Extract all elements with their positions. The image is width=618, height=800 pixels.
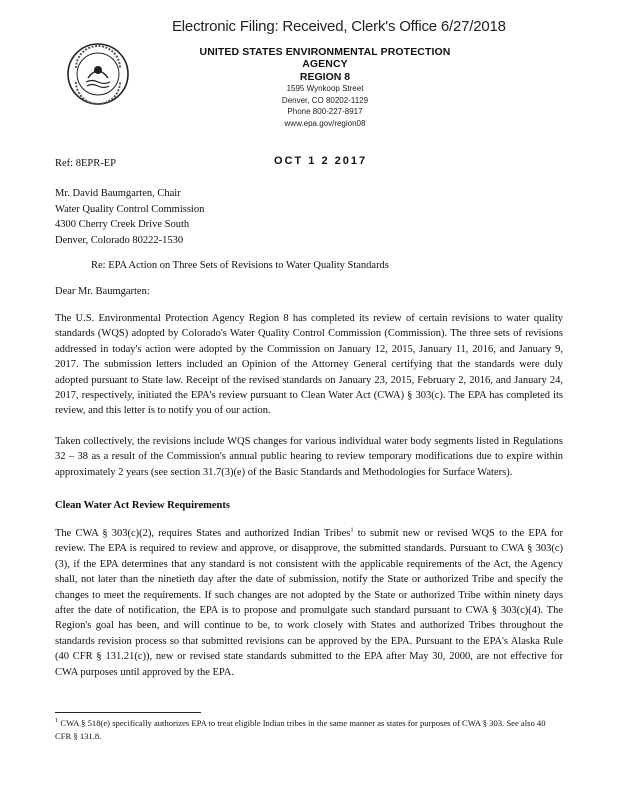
filing-stamp: Electronic Filing: Received, Clerk's Office 6/27/2018 bbox=[172, 18, 506, 35]
recipient-address bbox=[55, 186, 204, 248]
agency-name: UNITED STATES ENVIRONMENTAL PROTECTION AGENCY bbox=[199, 46, 451, 70]
epa-seal-icon bbox=[66, 42, 130, 106]
recipient-city: Denver, Colorado 80222-1530 bbox=[55, 234, 184, 246]
letter-date-stamp: OCT 1 2 2017 bbox=[274, 155, 368, 167]
body-paragraph-2: Taken collectively, the revisions include WQS changes for various individual water body segments listed in Regulations 32 – 38 as a result of the Commission's annual public hearing to review temporary modifications due to expire within approximately 2 years (see section 31.7(3)(e) of the Basic Standards and Methodologies for Surface Waters). bbox=[55, 436, 563, 478]
footnote-mark: 1 bbox=[55, 717, 59, 725]
recipient-name: Mr. David Baumgarten, Chair bbox=[55, 188, 181, 199]
agency-region: REGION 8 bbox=[299, 71, 351, 83]
p3-text-end: to submit new or revised WQS to the EPA for review. The EPA is required to review and approve, or disapprove, the submitted standards. Pursuant to CWA § 303(c)(3), if the EPA determines that any standard is not consistent with the applicable requirements of the Act, the Agency shall, not later than the ninetieth day after the date of submission, notify the State or authorized Tribe and specify the changes to meet the requirements. If such changes are not adopted by the State or authorized Tribe within ninety days after the date of notification, the EPA is to propose and promulgate such standard pursuant to CWA § 303(c)(4). The Region's goal has been, and will continue to be, to work closely with States and authorized Tribes throughout the standards revision process so that submitted revisions can be approved by the EPA. Pursuant to the EPA's Alaska Rule (40 CFR § 131.21(c)), new or revised state standards submitted to the EPA after May 30, 2000, are not effective for CWA purposes until approved by the EPA. bbox=[55, 528, 563, 678]
agency-phone: Phone 800-227-8917 bbox=[287, 107, 363, 116]
footnote bbox=[55, 717, 563, 742]
subject-line: Re: EPA Action on Three Sets of Revisions to Water Quality Standards bbox=[91, 260, 389, 271]
agency-letterhead bbox=[180, 46, 470, 129]
agency-street: 1595 Wynkoop Street bbox=[286, 84, 364, 93]
reference-code: Ref: 8EPR-EP bbox=[55, 158, 116, 169]
salutation: Dear Mr. Baumgarten: bbox=[55, 286, 150, 297]
body-paragraph-3 bbox=[55, 526, 563, 680]
footnote-text: CWA § 518(e) specifically authorizes EPA to treat eligible Indian tribes in the same manner as states for purposes of CWA § 303. See also 40 CFR § 131.8. bbox=[55, 718, 546, 741]
footnote-divider bbox=[55, 712, 201, 713]
section-heading: Clean Water Act Review Requirements bbox=[55, 500, 230, 511]
body-paragraph-1: The U.S. Environmental Protection Agency Region 8 has completed its review of certain revisions to water quality standards (WQS) adopted by Colorado's Water Quality Control Commission (Commission). The three sets of revisions addressed in today's action were adopted by the Commission on January 12, 2015, January 11, 2016, and January 9, 2017. The submission letters included an Opinion of the Attorney General certifying that the standards were duly adopted pursuant to State law. Receipt of the revised standards on January 23, 2015, February 2, 2016, and January 24, 2017, respectively, initiated the EPA's review pursuant to Clean Water Act (CWA) § 303(c). The EPA has completed its review, and this letter is to notify you of our action. bbox=[55, 313, 563, 417]
p3-text-start: The CWA § 303(c)(2), requires States and authorized Indian Tribes bbox=[55, 528, 351, 539]
agency-website: www.epa.gov/region08 bbox=[284, 118, 366, 128]
footnote-reference: 1 bbox=[350, 526, 354, 534]
recipient-org: Water Quality Control Commission bbox=[55, 203, 205, 215]
agency-city: Denver, CO 80202-1129 bbox=[281, 95, 369, 105]
recipient-street: 4300 Cherry Creek Drive South bbox=[55, 219, 190, 230]
